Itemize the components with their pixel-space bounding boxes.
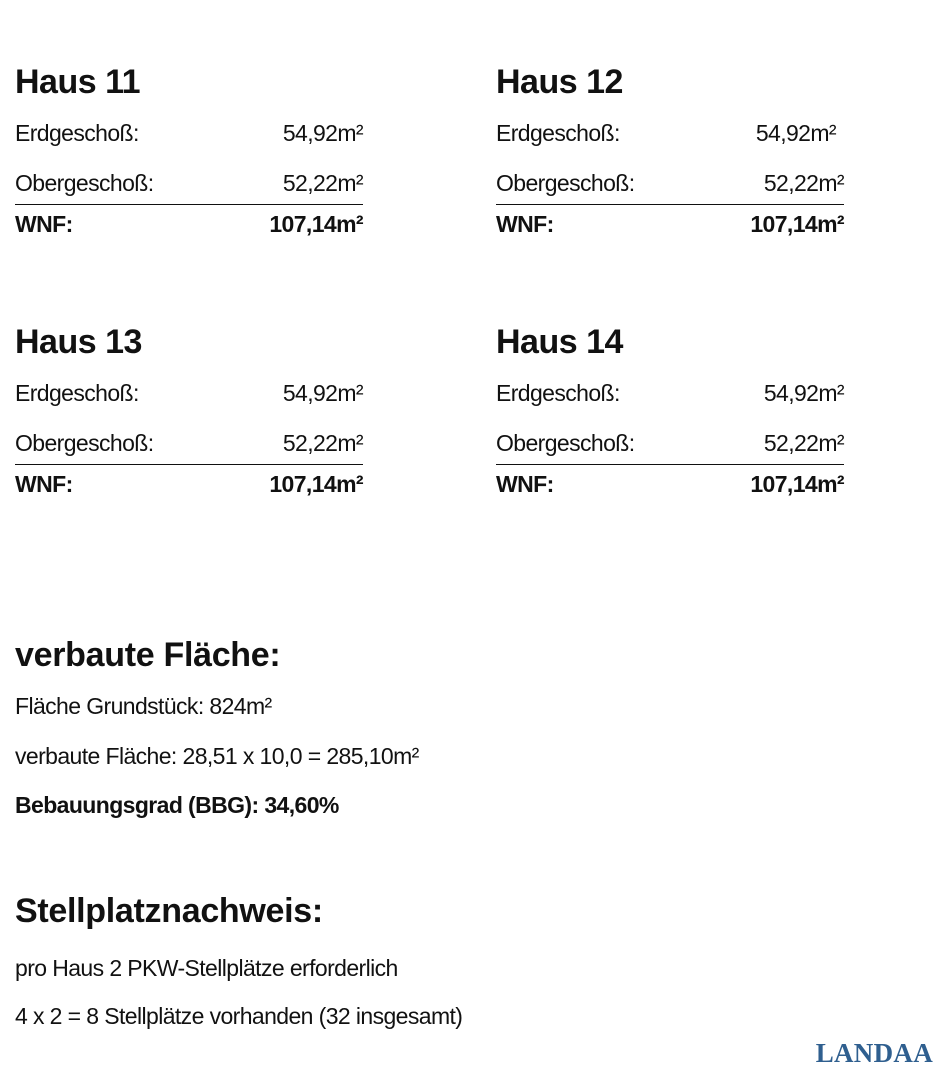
stellplatz-available-text: 4 x 2 = 8 Stellplätze vorhanden (32 insgesamt) (15, 1003, 463, 1029)
erdgeschoss-label: Erdgeschoß: (15, 380, 139, 406)
obergeschoss-label: Obergeschoß: (15, 430, 154, 456)
wnf-value: 107,14m² (750, 211, 844, 237)
obergeschoss-value: 52,22m² (282, 170, 363, 196)
erdgeschoss-value: 54,92m² (282, 380, 363, 406)
erdgeschoss-row (496, 378, 844, 408)
obergeschoss-label: Obergeschoß: (15, 170, 154, 196)
sum-divider (15, 464, 363, 465)
stellplatz-required-text: pro Haus 2 PKW-Stellplätze erforderlich (15, 955, 398, 981)
obergeschoss-row (15, 428, 363, 458)
erdgeschoss-row (15, 378, 363, 408)
wnf-label: WNF: (15, 211, 73, 237)
sum-divider (496, 204, 844, 205)
stellplatznachweis-section (15, 891, 462, 1031)
obergeschoss-row (496, 168, 844, 198)
grundstueck-flaeche-text: Fläche Grundstück: 824m² (15, 693, 272, 719)
obergeschoss-value: 52,22m² (282, 430, 363, 456)
landaa-logo: LANDAA (815, 1038, 933, 1068)
stellplatznachweis-title: Stellplatznachweis: (15, 892, 323, 930)
house-title: Haus 14 (496, 323, 623, 361)
wnf-label: WNF: (496, 471, 554, 497)
obergeschoss-value: 52,22m² (763, 170, 844, 196)
sum-divider (496, 464, 844, 465)
wnf-row (15, 209, 363, 239)
house-14-block (496, 322, 844, 499)
wnf-value: 107,14m² (750, 471, 844, 497)
erdgeschoss-value: 54,92m² (282, 120, 363, 146)
wnf-value: 107,14m² (269, 211, 363, 237)
obergeschoss-row (15, 168, 363, 198)
erdgeschoss-row (496, 118, 844, 148)
house-title: Haus 12 (496, 63, 623, 101)
erdgeschoss-value: 54,92m² (755, 120, 836, 146)
wnf-label: WNF: (15, 471, 73, 497)
obergeschoss-label: Obergeschoß: (496, 170, 635, 196)
wnf-row (496, 209, 844, 239)
erdgeschoss-label: Erdgeschoß: (496, 120, 620, 146)
house-12-block (496, 62, 844, 239)
erdgeschoss-value: 54,92m² (763, 380, 844, 406)
house-title: Haus 11 (15, 63, 141, 101)
sum-divider (15, 204, 363, 205)
wnf-row (15, 469, 363, 499)
obergeschoss-row (496, 428, 844, 458)
wnf-value: 107,14m² (269, 471, 363, 497)
erdgeschoss-label: Erdgeschoß: (15, 120, 139, 146)
wnf-row (496, 469, 844, 499)
bebauungsgrad-text: Bebauungsgrad (BBG): 34,60% (15, 792, 339, 818)
house-title: Haus 13 (15, 323, 142, 361)
erdgeschoss-row (15, 118, 363, 148)
erdgeschoss-label: Erdgeschoß: (496, 380, 620, 406)
obergeschoss-label: Obergeschoß: (496, 430, 635, 456)
verbaute-flaeche-text: verbaute Fläche: 28,51 x 10,0 = 285,10m² (15, 743, 419, 769)
obergeschoss-value: 52,22m² (763, 430, 844, 456)
wnf-label: WNF: (496, 211, 554, 237)
verbaute-flaeche-section (15, 635, 419, 820)
house-11-block (15, 62, 363, 239)
house-13-block (15, 322, 363, 499)
verbaute-flaeche-title: verbaute Fläche: (15, 636, 281, 674)
